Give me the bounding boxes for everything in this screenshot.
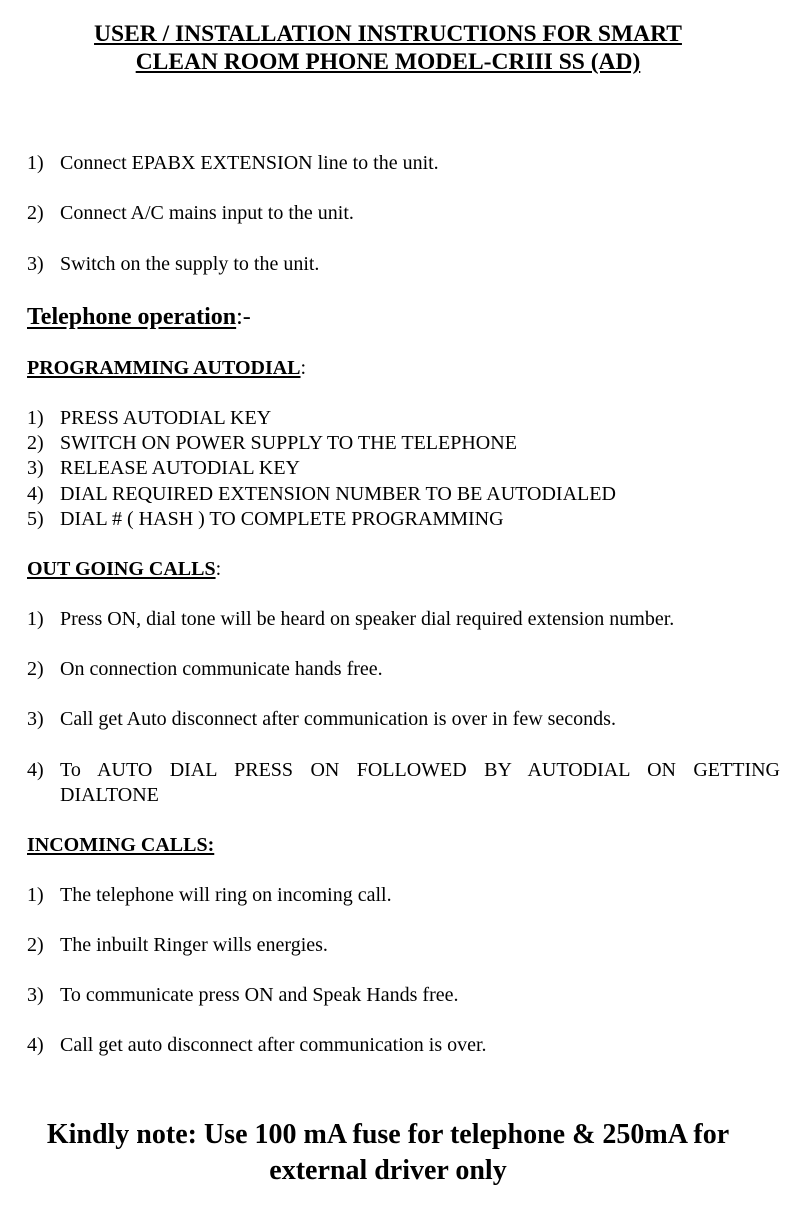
telephone-operation-heading (27, 301, 251, 333)
step-text-line-1: To AUTO DIAL PRESS ON FOLLOWED BY AUTODIAL ON GETTING (60, 759, 780, 781)
fuse-note-line-2: external driver only (269, 1155, 507, 1186)
outgoing-calls-suffix: : (215, 558, 222, 580)
step-text: Connect EPABX EXTENSION line to the unit. (60, 152, 439, 174)
step-text: Call get auto disconnect after communication is over. (60, 1034, 487, 1056)
title-line-1: USER / INSTALLATION INSTRUCTIONS FOR SMART (94, 21, 682, 47)
step-text (60, 758, 780, 808)
step-text: SWITCH ON POWER SUPPLY TO THE TELEPHONE (60, 432, 517, 454)
step-number: 4) (27, 483, 44, 505)
step-number: 2) (27, 202, 44, 224)
step-text: Press ON, dial tone will be heard on speaker dial required extension number. (60, 608, 675, 630)
step-text: Call get Auto disconnect after communication is over in few seconds. (60, 708, 616, 730)
telephone-operation-label: Telephone operation (27, 304, 237, 330)
step-number: 3) (27, 708, 44, 730)
step-number: 1) (27, 608, 44, 630)
telephone-operation-suffix: :- (236, 304, 251, 330)
step-number: 4) (27, 759, 44, 781)
step-text: DIAL REQUIRED EXTENSION NUMBER TO BE AUTODIALED (60, 483, 616, 505)
outgoing-calls-label: OUT GOING CALLS (27, 558, 216, 580)
step-text: DIAL # ( HASH ) TO COMPLETE PROGRAMMING (60, 508, 504, 530)
step-number: 2) (27, 432, 44, 454)
title-line-2: CLEAN ROOM PHONE MODEL-CRIII SS (AD) (135, 49, 641, 75)
step-number: 2) (27, 658, 44, 680)
step-number: 1) (27, 152, 44, 174)
step-number: 3) (27, 253, 44, 275)
step-text: Switch on the supply to the unit. (60, 253, 320, 275)
step-number: 1) (27, 407, 44, 429)
programming-autodial-heading (27, 356, 306, 381)
step-text: The inbuilt Ringer wills energies. (60, 934, 328, 956)
incoming-calls-heading (27, 833, 214, 858)
incoming-calls-label: INCOMING CALLS: (27, 834, 215, 856)
programming-autodial-label: PROGRAMMING AUTODIAL (27, 357, 301, 379)
step-number: 5) (27, 508, 44, 530)
outgoing-calls-heading (27, 557, 221, 582)
programming-autodial-suffix: : (300, 357, 307, 379)
step-text: To communicate press ON and Speak Hands free. (60, 984, 459, 1006)
fuse-note (0, 1117, 776, 1189)
step-number: 4) (27, 1034, 44, 1056)
step-text: On connection communicate hands free. (60, 658, 383, 680)
step-text: PRESS AUTODIAL KEY (60, 407, 272, 429)
step-text: The telephone will ring on incoming call. (60, 884, 392, 906)
document-title (0, 20, 776, 76)
step-number: 2) (27, 934, 44, 956)
fuse-note-line-1: Kindly note: Use 100 mA fuse for telephone & 250mA for (46, 1119, 730, 1150)
step-number: 3) (27, 457, 44, 479)
step-text-line-2: DIALTONE (60, 784, 159, 806)
step-text: RELEASE AUTODIAL KEY (60, 457, 300, 479)
step-number: 1) (27, 884, 44, 906)
step-text: Connect A/C mains input to the unit. (60, 202, 354, 224)
step-number: 3) (27, 984, 44, 1006)
